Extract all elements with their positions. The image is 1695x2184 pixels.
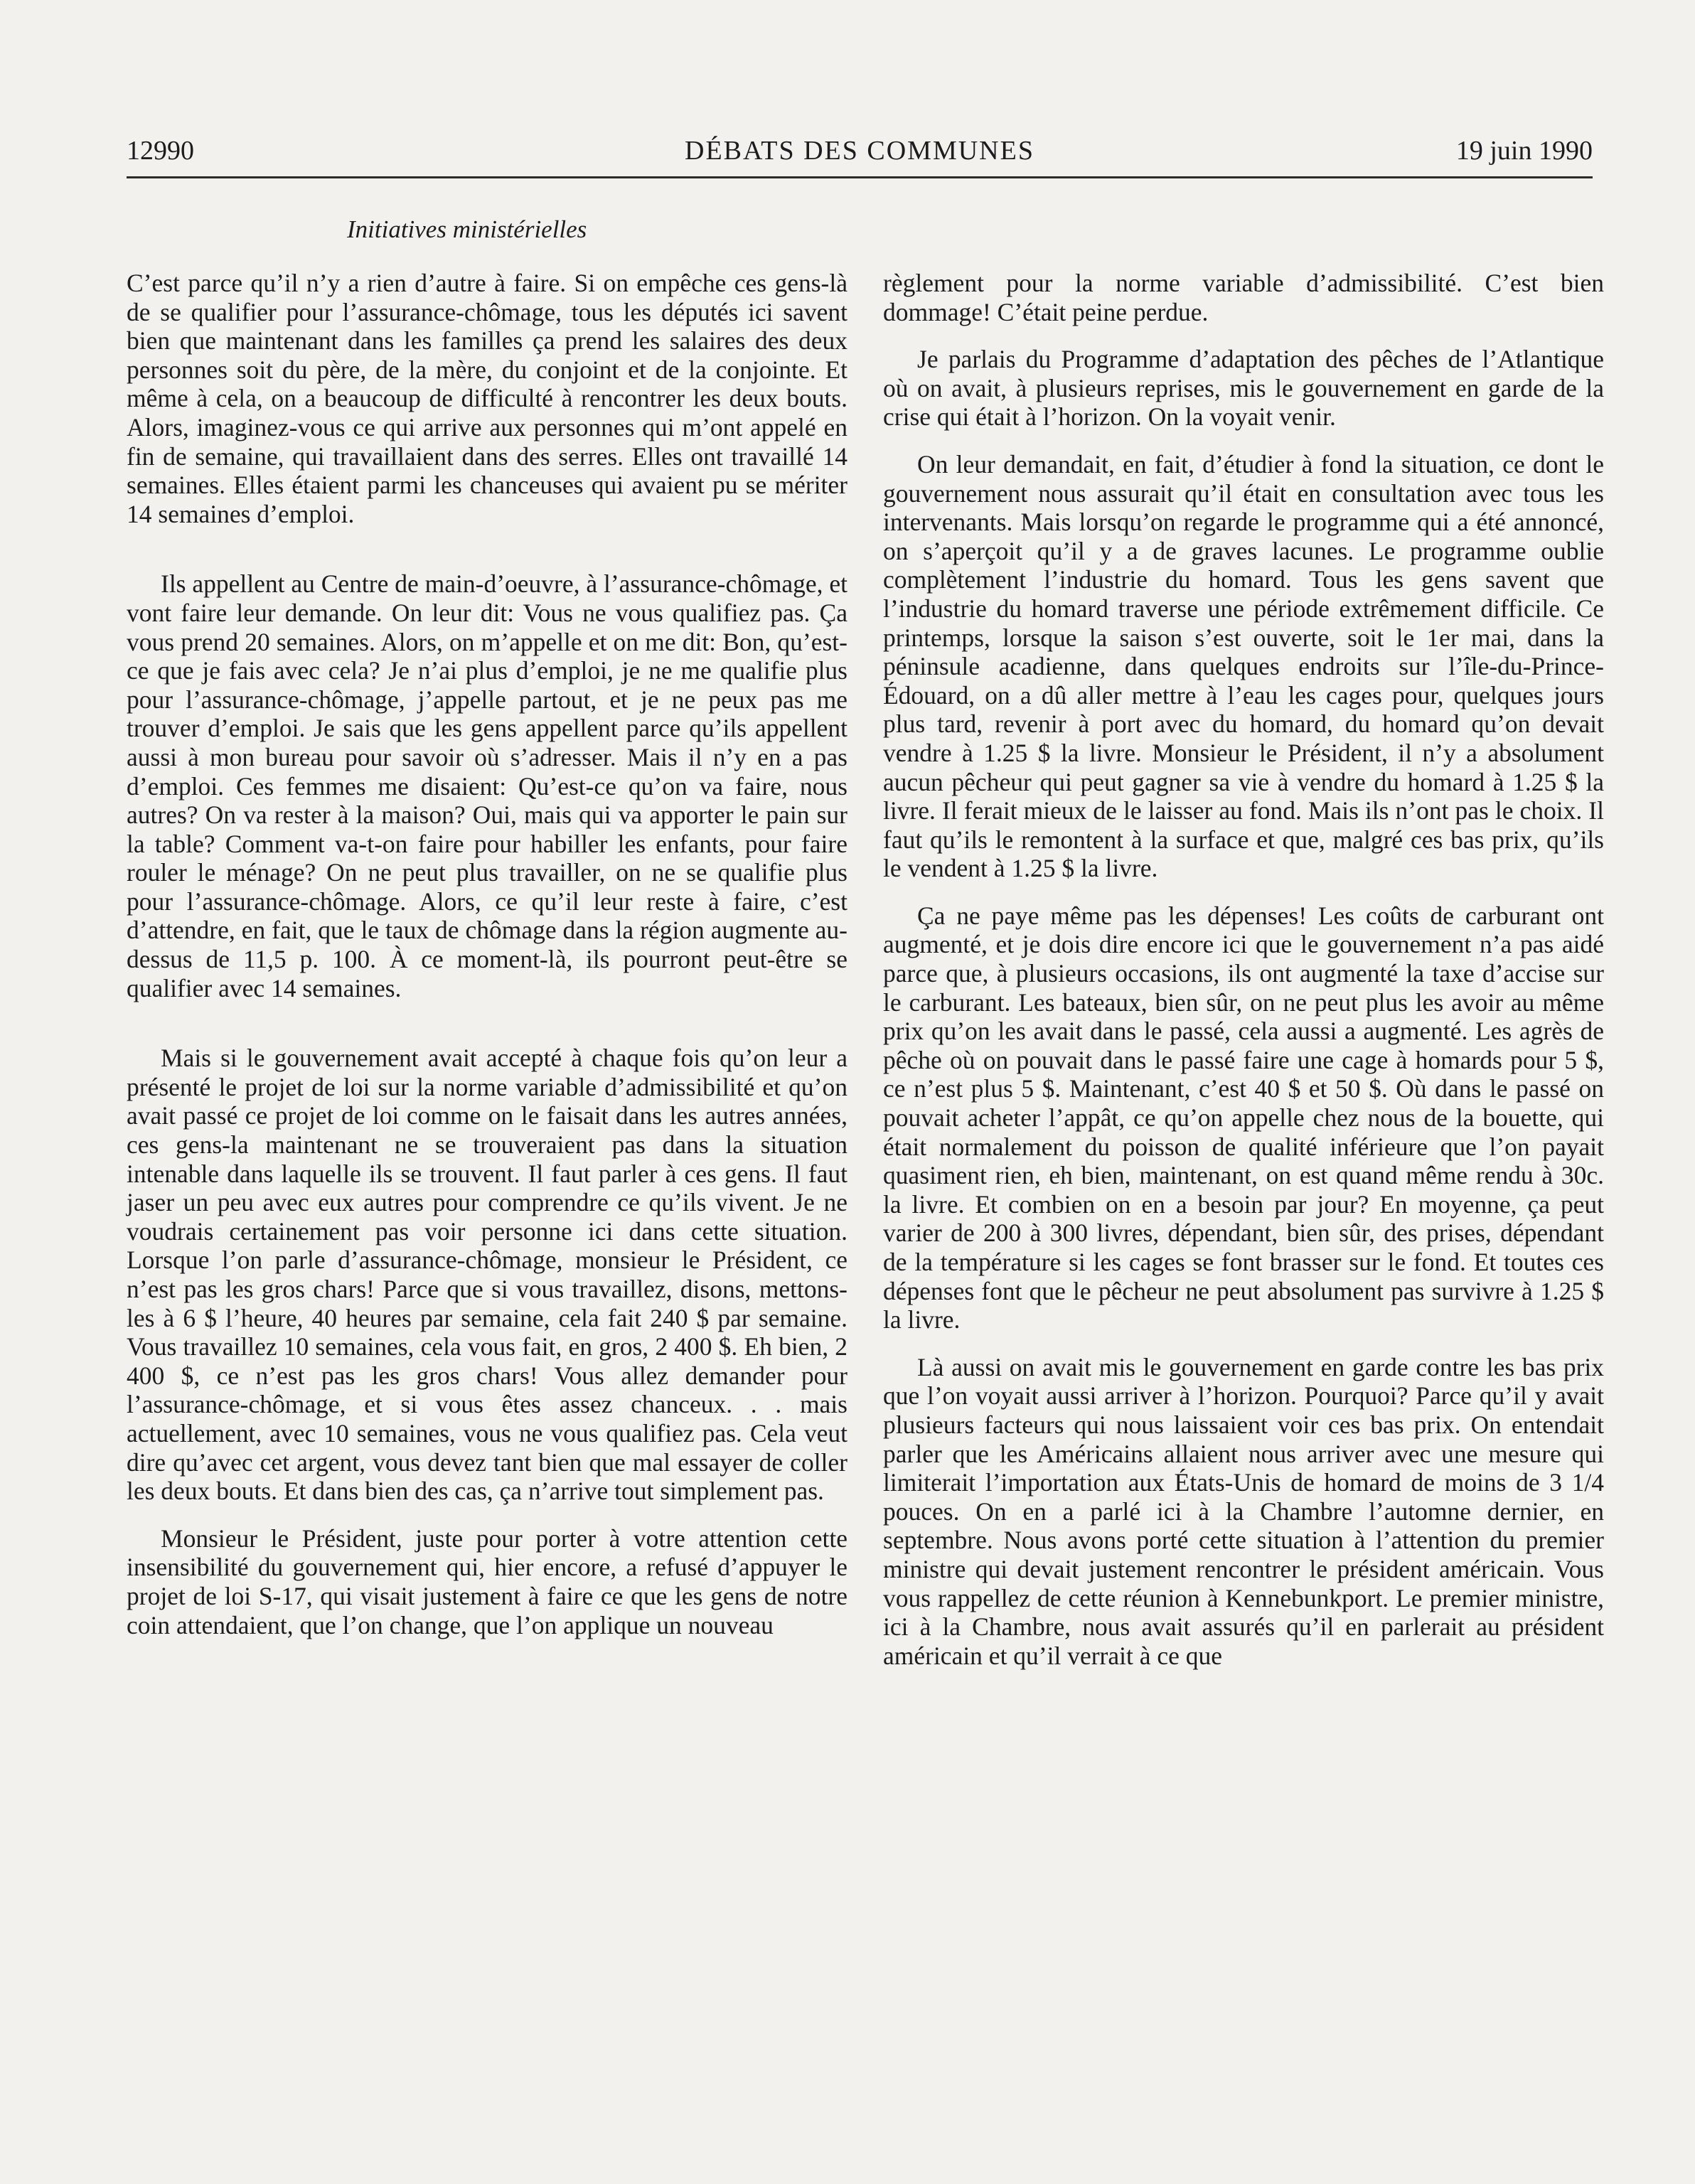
paragraph: Monsieur le Président, juste pour porter à votre attention cette insensibilité du gouvernement qui, hier encore, a refusé d’appuyer le projet de loi S-17, qui visait justement à faire ce que les gens de notre coin attendaient, que l’on change, que l’on applique un nouveau xyxy=(127,1524,848,1639)
paragraph: Là aussi on avait mis le gouvernement en garde contre les bas prix que l’on voyait aussi arriver à l’horizon. Pourquoi? Parce qu’il y avait plusieurs facteurs qui nous laissaient voir ces bas prix. On entendait parler que les Américains allaient nous arriver avec une mesure qui limiterait l’importation aux États-Unis de homard de moins de 3 1/4 pouces. On en a parlé ici à la Chambre l’automne dernier, en septembre. Nous avons porté cette situation à l’attention du premier ministre qui devait justement rencontrer le président américain. Vous vous rappellez de cette réunion à Kennebunkport. Le premier ministre, ici à la Chambre, nous avait assurés qu’il en parlerait au président américain et qu’il verrait à ce que xyxy=(883,1352,1604,1670)
page-header xyxy=(127,135,1593,178)
paragraph: Ça ne paye même pas les dépenses! Les coûts de carburant ont augmenté, et je dois dire encore ici que le gouvernement n’a pas aidé parce que, à plusieurs occasions, ils ont augmenté la taxe d’accise sur le carburant. Les bateaux, bien sûr, on ne peut plus les avoir au même prix qu’on les avait dans le passé, cela aussi a augmenté. Les agrès de pêche où on pouvait dans le passé faire une cage à homards pour 5 $, ce n’est plus 5 $. Maintenant, c’est 40 $ et 50 $. Où dans le passé on pouvait acheter l’appât, ce qu’on appelle chez nous de la bouette, qui était normalement du poisson de qualité inférieure que l’on payait quasiment rien, eh bien, maintenant, on est quand même rendu à 30c. la livre. Et combien on en a besoin par jour? En moyenne, ça peut varier de 200 à 300 livres, dépendant, bien sûr, des prises, dépendant de la température si les cages se font brasser sur le fond. Et toutes ces dépenses font que le pêcheur ne peut absolument pas survivre à 1.25 $ la livre. xyxy=(883,901,1604,1334)
paragraph: C’est parce qu’il n’y a rien d’autre à faire. Si on empêche ces gens-là de se qualifier pour l’assurance-chômage, tous les députés ici savent bien que maintenant dans les familles ça prend les salaires des deux personnes soit du père, de la mère, du conjoint et de la conjointe. Et même à cela, on a beaucoup de difficulté à rencontrer les deux bouts. Alors, imaginez-vous ce qui arrive aux personnes qui m’ont appelé en fin de semaine, qui travaillaient dans des serres. Elles ont travaillé 14 semaines. Elles étaient parmi les chanceuses qui avaient pu se mériter 14 semaines d’emploi. xyxy=(127,269,848,528)
paragraph: Mais si le gouvernement avait accepté à chaque fois qu’on leur a présenté le projet de loi sur la norme variable d’admissibilité et qu’on avait passé ce projet de loi comme on le faisait dans les autres années, ces gens-la maintenant ne se trouveraient pas dans la situation intenable dans laquelle ils se trouvent. Il faut parler à ces gens. Il faut jaser un peu avec eux autres pour comprendre ce qu’ils vivent. Je ne voudrais certainement pas voir personne ici dans cette situation. Lorsque l’on parle d’assurance-chômage, monsieur le Président, ce n’est pas les gros chars! Parce que si vous travaillez, disons, mettons-les à 6 $ l’heure, 40 heures par semaine, cela fait 240 $ par semaine. Vous travaillez 10 semaines, cela vous fait, en gros, 2 400 $. Eh bien, 2 400 $, ce n’est pas les gros chars! Vous allez demander pour l’assurance-chômage, et si vous êtes assez chanceux. . . mais actuellement, avec 10 semaines, vous ne vous qualifiez pas. Cela veut dire qu’avec cet argent, vous devez tant bien que mal essayer de coller les deux bouts. Et dans bien des cas, ça n’arrive tout simplement pas. xyxy=(127,1044,848,1506)
page-number: 12990 xyxy=(127,136,194,166)
section-label: Initiatives ministérielles xyxy=(347,215,587,243)
paragraph: Je parlais du Programme d’adaptation des pêches de l’Atlantique où on avait, à plusieurs reprises, mis le gouvernement en garde de la crise qui était à l’horizon. On la voyait venir. xyxy=(883,345,1604,432)
paragraph: On leur demandait, en fait, d’étudier à fond la situation, ce dont le gouvernement nous assurait qu’il était en consultation avec tous les intervenants. Mais lorsqu’on regarde le programme qui a été annoncé, on s’aperçoit qu’il y a de graves lacunes. Le programme oublie complètement l’industrie du homard. Tous les gens savent que l’industrie du homard traverse une période extrêmement difficile. Ce printemps, lorsque la saison s’est ouverte, soit le 1er mai, dans la péninsule acadienne, dans quelques endroits sur l’île-du-Prince-Édouard, on a dû aller mettre à l’eau les cages pour, quelques jours plus tard, revenir à port avec du homard, du homard qu’on devait vendre à 1.25 $ la livre. Monsieur le Président, il n’y a absolument aucun pêcheur qui peut gagner sa vie à vendre du homard à 1.25 $ la livre. Il ferait mieux de le laisser au fond. Mais ils n’ont pas le choix. Il faut qu’ils le remontent à la surface et que, malgré ces bas prix, qu’ils le vendent à 1.25 $ la livre. xyxy=(883,449,1604,883)
publication-date: 19 juin 1990 xyxy=(1455,136,1593,166)
left-column xyxy=(127,269,848,1639)
paragraph: Ils appellent au Centre de main-d’oeuvre, à l’assurance-chômage, et vont faire leur demande. On leur dit: Vous ne vous qualifiez pas. Ça vous prend 20 semaines. Alors, on m’appelle et on me dit: Bon, qu’est-ce que je fais avec cela? Je n’ai plus d’emploi, je ne me qualifie plus pour l’assurance-chômage, j’appelle partout, et je ne peux pas me trouver d’emploi. Je sais que les gens appellent parce qu’ils appellent aussi à mon bureau pour savoir où s’adresser. Mais il n’y en a pas d’emploi. Ces femmes me disaient: Qu’est-ce qu’on va faire, nous autres? On va rester à la maison? Oui, mais qui va apporter le pain sur la table? Comment va-t-on faire pour habiller les enfants, pour faire rouler le ménage? On ne peut plus travailler, on ne se qualifie plus pour l’assurance-chômage. Alors, ce qu’il leur reste à faire, c’est d’attendre, en fait, que le taux de chômage dans la région augmente au-dessus de 11,5 p. 100. À ce moment-là, ils pourront peut-être se qualifier avec 14 semaines. xyxy=(127,569,848,1002)
right-column xyxy=(883,269,1604,1670)
paragraph: règlement pour la norme variable d’admissibilité. C’est bien dommage! C’était peine perdue. xyxy=(883,269,1604,326)
publication-title: DÉBATS DES COMMUNES xyxy=(685,136,1034,166)
